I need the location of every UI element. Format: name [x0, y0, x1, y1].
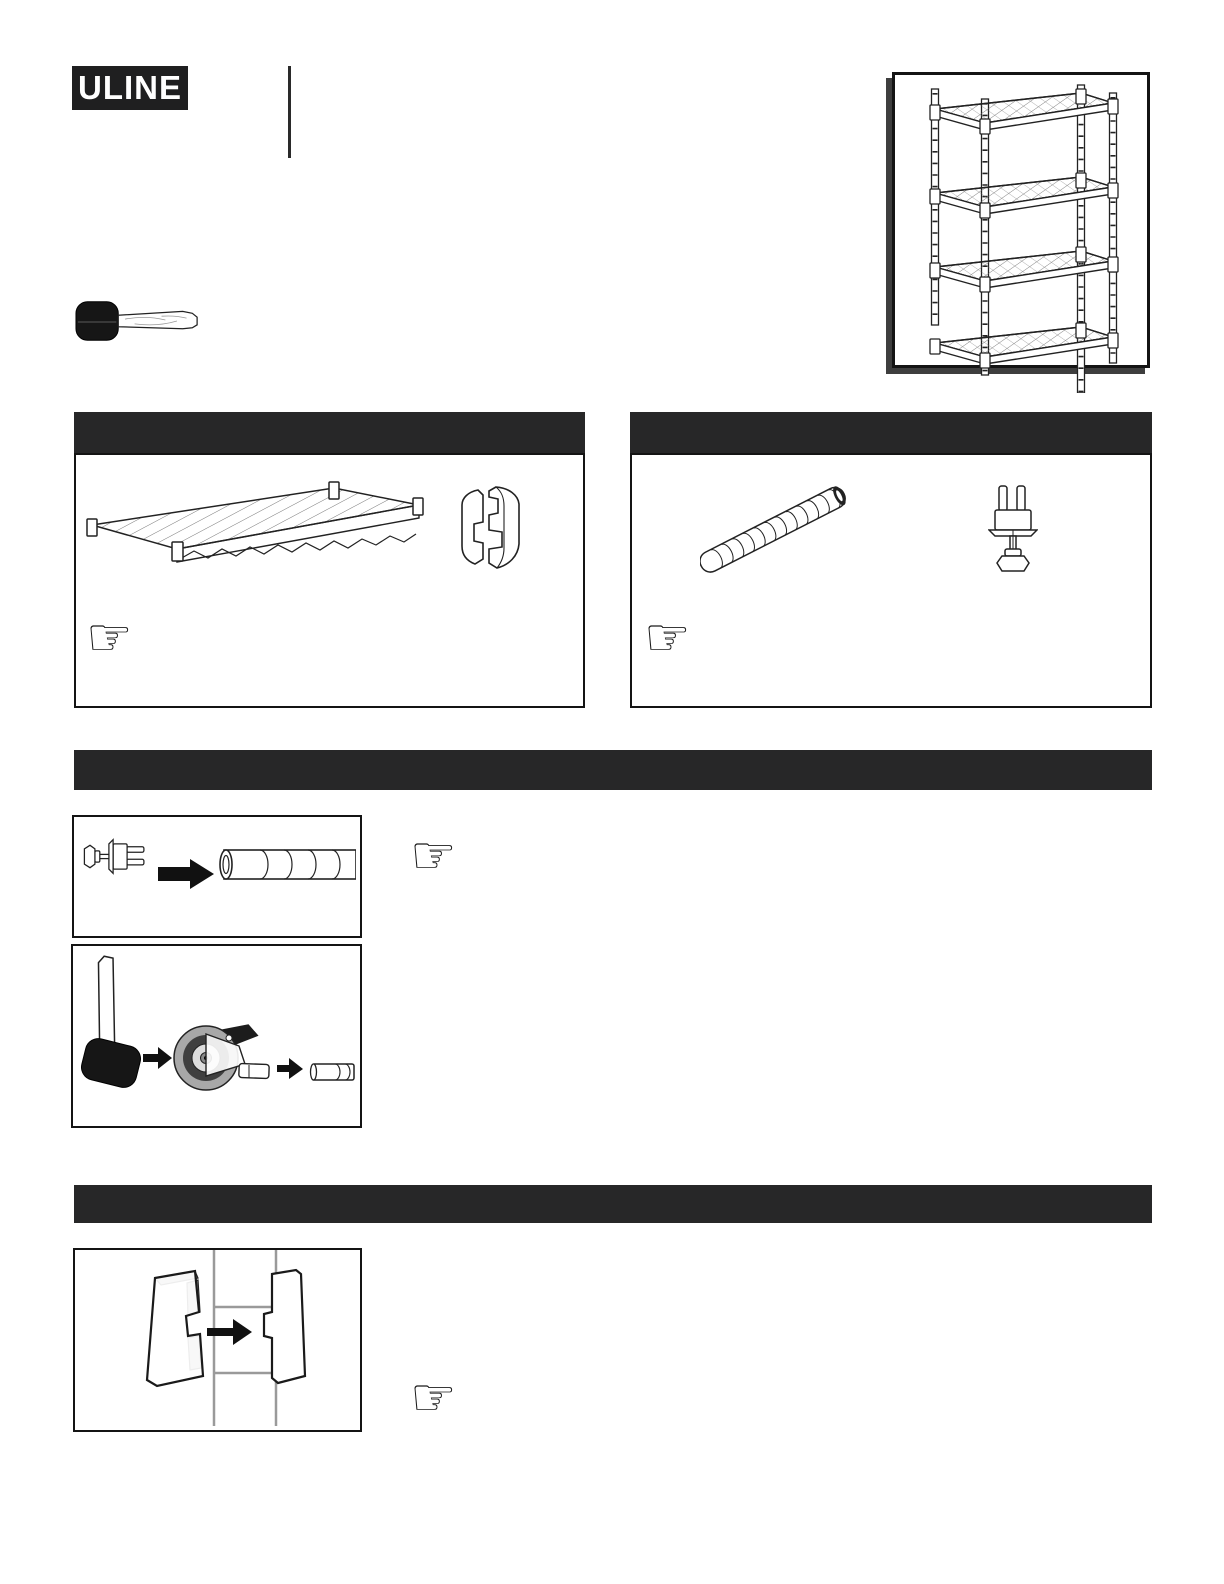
pointing-hand-icon: ☞ — [86, 608, 133, 668]
header-divider-rule — [288, 66, 291, 158]
post-end — [311, 1064, 355, 1080]
foot-into-post-illustration — [74, 817, 356, 932]
shelving-corner-collars — [930, 89, 1118, 368]
arrow-right-icon — [143, 1047, 172, 1069]
arrow-right-icon — [277, 1058, 303, 1079]
leveling-foot-icon — [988, 483, 1038, 575]
pointing-hand-icon: ☞ — [644, 608, 691, 668]
cone-sleeve-half-left — [147, 1271, 203, 1386]
caster-install-illustration — [73, 946, 356, 1122]
parts-left-section-bar — [74, 412, 585, 453]
uline-logo-text: ULINE — [78, 69, 182, 106]
caster — [174, 1019, 269, 1090]
rubber-mallet-icon — [75, 298, 200, 344]
post-icon — [700, 478, 850, 578]
cone-sleeve-half-right — [264, 1270, 305, 1383]
sleeve-onto-post-illustration — [75, 1250, 356, 1426]
uline-logo — [72, 66, 188, 110]
post-end — [220, 850, 356, 879]
parts-right-section-bar — [630, 412, 1152, 453]
split-sleeve-icon — [452, 486, 522, 571]
assembly-section-bar — [74, 750, 1152, 790]
pointing-hand-icon: ☞ — [410, 1368, 457, 1428]
shelving-unit-icon — [895, 75, 1147, 393]
wire-shelf-icon — [82, 481, 427, 576]
shelf-section-bar — [74, 1185, 1152, 1223]
post-grooves — [214, 1250, 276, 1426]
arrow-right-icon — [158, 859, 214, 889]
rubber-mallet — [79, 956, 143, 1090]
pointing-hand-icon: ☞ — [410, 826, 457, 886]
